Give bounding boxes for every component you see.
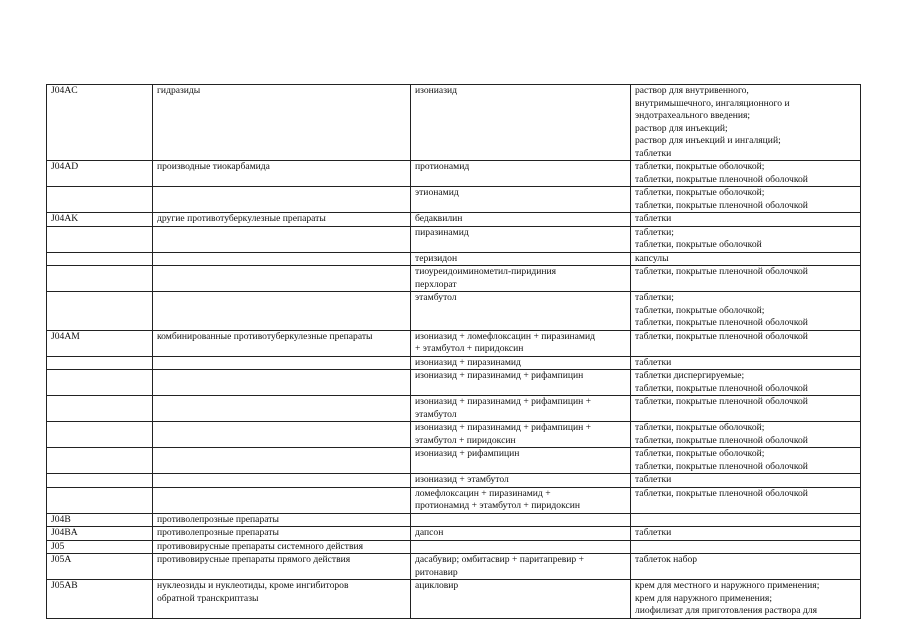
group-name-cell <box>153 226 411 252</box>
atc-code-cell <box>47 580 153 619</box>
cell-text-line: таблетки, покрытые оболочкой; <box>635 161 765 172</box>
table-row <box>47 226 861 252</box>
cell-text-line: таблетки, покрытые пленочной оболочкой <box>635 382 808 394</box>
cell-text-line: крем для наружного применения; <box>635 592 772 604</box>
dosage-form-cell <box>631 487 861 513</box>
cell-text-line: таблетки, покрытые оболочкой <box>635 239 762 250</box>
atc-code-cell <box>47 213 153 227</box>
drug-name-cell <box>411 213 631 227</box>
dosage-form-cell <box>631 580 861 619</box>
cell-text-line: таблетки, покрытые пленочной оболочкой <box>635 487 808 499</box>
table-row <box>47 540 861 554</box>
cell-text-line: противовирусные препараты системного действия <box>157 540 364 552</box>
cell-text-line <box>51 292 149 305</box>
cell-text-line: J05 <box>51 540 65 552</box>
drug-name-cell <box>411 226 631 252</box>
dosage-form-cell <box>631 474 861 488</box>
atc-code-cell <box>47 513 153 527</box>
cell-text-line: изониазид + пиразинамид <box>415 356 521 368</box>
cell-text-line: другие противотуберкулезные препараты <box>157 213 326 224</box>
group-name-cell <box>153 422 411 448</box>
atc-code-cell <box>47 330 153 356</box>
atc-code-cell <box>47 422 153 448</box>
cell-text-line: таблетки <box>635 474 672 485</box>
group-name-cell <box>153 487 411 513</box>
group-name-cell <box>153 554 411 580</box>
cell-text-line: крем для местного и наружного применения; <box>635 580 820 591</box>
dosage-form-cell <box>631 252 861 266</box>
cell-text-line: этамбутол + пиридоксин <box>415 434 516 446</box>
cell-text-line: лиофилизат для приготовления раствора для <box>635 605 817 616</box>
drug-name-cell <box>411 527 631 541</box>
group-name-cell <box>153 85 411 161</box>
cell-text-line: протионамид + этамбутол + пиридоксин <box>415 500 581 511</box>
cell-text-line: пиразинамид <box>415 226 469 238</box>
cell-text-line: таблетки, покрытые пленочной оболочкой <box>635 199 808 211</box>
table-row <box>47 527 861 541</box>
cell-text-line: таблетки <box>635 213 672 224</box>
atc-code-cell <box>47 396 153 422</box>
cell-text-line <box>51 357 149 370</box>
atc-code-cell <box>47 252 153 266</box>
cell-text-line: ломефлоксацин + пиразинамид + <box>415 487 551 499</box>
group-name-cell <box>153 540 411 554</box>
table-row <box>47 487 861 513</box>
cell-text-line: таблеток набор <box>635 554 698 565</box>
atc-code-cell <box>47 448 153 474</box>
table-row <box>47 252 861 266</box>
cell-text-line: таблетки, покрытые пленочной оболочкой <box>635 460 808 472</box>
cell-text-line: изониазид + пиразинамид + рифампицин + <box>415 422 592 433</box>
cell-text-line: J04AK <box>51 213 79 224</box>
cell-text-line: бедаквилин <box>415 213 463 224</box>
table-body <box>47 85 861 619</box>
group-name-cell <box>153 187 411 213</box>
dosage-form-cell <box>631 356 861 370</box>
table-row <box>47 422 861 448</box>
cell-text-line: дасабувир; омбитасвир + паритапревир + <box>415 554 585 565</box>
group-name-cell <box>153 527 411 541</box>
cell-text-line: таблетки, покрытые оболочкой; <box>635 304 765 316</box>
group-name-cell <box>153 292 411 331</box>
cell-text-line: таблетки, покрытые пленочной оболочкой <box>635 330 808 342</box>
cell-text-line: обратной транскриптазы <box>157 592 259 604</box>
dosage-form-cell <box>631 554 861 580</box>
dosage-form-cell <box>631 187 861 213</box>
atc-code-cell <box>47 226 153 252</box>
cell-text-line: нуклеозиды и нуклеотиды, кроме ингибиторов <box>157 580 349 591</box>
dosage-form-cell <box>631 513 861 527</box>
cell-text-line: производные тиокарбамида <box>157 161 270 172</box>
cell-text-line <box>51 227 149 240</box>
cell-text-line: J04BA <box>51 527 78 538</box>
cell-text-line: этионамид <box>415 187 459 198</box>
dosage-form-cell <box>631 396 861 422</box>
table-row <box>47 187 861 213</box>
cell-text-line: теризидон <box>415 252 458 264</box>
dosage-form-cell <box>631 161 861 187</box>
cell-text-line: раствор для внутривенного, <box>635 85 749 96</box>
drug-name-cell <box>411 487 631 513</box>
drug-name-cell <box>411 370 631 396</box>
cell-text-line: перхлорат <box>415 278 457 290</box>
drug-name-cell <box>411 540 631 554</box>
group-name-cell <box>153 330 411 356</box>
cell-text-line: изониазид <box>415 85 457 96</box>
atc-code-cell <box>47 85 153 161</box>
cell-text-line: J05AB <box>51 580 78 591</box>
group-name-cell <box>153 161 411 187</box>
cell-text-line: гидразиды <box>157 85 201 96</box>
cell-text-line: J04B <box>51 513 71 525</box>
cell-text-line: протионамид <box>415 161 470 172</box>
cell-text-line <box>51 422 149 435</box>
cell-text-line <box>51 266 149 279</box>
dosage-form-cell <box>631 330 861 356</box>
cell-text-line: изониазид + пиразинамид + рифампицин + <box>415 396 592 407</box>
table-row <box>47 554 861 580</box>
group-name-cell <box>153 396 411 422</box>
cell-text-line: таблетки; <box>635 226 674 238</box>
atc-code-cell <box>47 161 153 187</box>
atc-code-cell <box>47 292 153 331</box>
cell-text-line: противолепрозные препараты <box>157 513 279 525</box>
table-row <box>47 266 861 292</box>
dosage-form-cell <box>631 213 861 227</box>
dosage-form-cell <box>631 540 861 554</box>
cell-text-line: таблетки <box>635 356 672 368</box>
group-name-cell <box>153 474 411 488</box>
cell-text-line <box>51 253 149 266</box>
atc-code-cell <box>47 266 153 292</box>
dosage-form-cell <box>631 226 861 252</box>
atc-code-cell <box>47 554 153 580</box>
dosage-form-cell <box>631 266 861 292</box>
cell-text-line: ритонавир <box>415 566 458 578</box>
cell-text-line: J04AC <box>51 85 78 96</box>
atc-code-cell <box>47 540 153 554</box>
cell-text-line: таблетки, покрытые пленочной оболочкой <box>635 396 808 407</box>
drug-name-cell <box>411 356 631 370</box>
cell-text-line: таблетки, покрытые пленочной оболочкой <box>635 266 808 277</box>
cell-text-line: J04AD <box>51 161 79 172</box>
drug-name-cell <box>411 266 631 292</box>
table-row <box>47 474 861 488</box>
cell-text-line: эндотрахеального введения; <box>635 110 751 121</box>
dosage-form-cell <box>631 527 861 541</box>
table-row <box>47 161 861 187</box>
table-row <box>47 448 861 474</box>
group-name-cell <box>153 513 411 527</box>
cell-text-line: противолепрозные препараты <box>157 527 279 538</box>
drug-name-cell <box>411 513 631 527</box>
cell-text-line: таблетки, покрытые пленочной оболочкой <box>635 434 808 446</box>
cell-text-line: таблетки <box>635 527 672 538</box>
drug-classification-table <box>46 84 861 619</box>
group-name-cell <box>153 213 411 227</box>
dosage-form-cell <box>631 448 861 474</box>
cell-text-line: таблетки, покрытые оболочкой; <box>635 448 765 459</box>
cell-text-line: таблетки, покрытые оболочкой; <box>635 422 765 433</box>
cell-text-line: раствор для инъекций; <box>635 122 728 134</box>
cell-text-line: таблетки, покрытые пленочной оболочкой <box>635 317 808 328</box>
cell-text-line <box>51 474 149 487</box>
cell-text-line: + этамбутол + пиридоксин <box>415 343 524 354</box>
group-name-cell <box>153 370 411 396</box>
atc-code-cell <box>47 487 153 513</box>
drug-name-cell <box>411 448 631 474</box>
drug-name-cell <box>411 554 631 580</box>
table-row <box>47 330 861 356</box>
cell-text-line: изониазид + этамбутол <box>415 474 509 485</box>
dosage-form-cell <box>631 292 861 331</box>
drug-name-cell <box>411 187 631 213</box>
cell-text-line: этамбутол <box>415 292 457 303</box>
table-row <box>47 292 861 331</box>
drug-name-cell <box>411 474 631 488</box>
drug-name-cell <box>411 396 631 422</box>
cell-text-line: таблетки диспергируемые; <box>635 370 745 381</box>
atc-code-cell <box>47 474 153 488</box>
cell-text-line: комбинированные противотуберкулезные препараты <box>157 330 373 342</box>
table-row <box>47 513 861 527</box>
cell-text-line: изониазид + рифампицин <box>415 448 520 459</box>
table-row <box>47 396 861 422</box>
cell-text-line <box>51 448 149 461</box>
group-name-cell <box>153 356 411 370</box>
cell-text-line <box>51 370 149 383</box>
cell-text-line: таблетки; <box>635 292 674 303</box>
drug-name-cell <box>411 85 631 161</box>
group-name-cell <box>153 580 411 619</box>
table-row <box>47 85 861 161</box>
cell-text-line: таблетки <box>635 147 672 159</box>
cell-text-line: противовирусные препараты прямого действия <box>157 554 351 565</box>
cell-text-line: капсулы <box>635 252 669 264</box>
cell-text-line: таблетки, покрытые оболочкой; <box>635 187 765 198</box>
cell-text-line <box>51 488 149 501</box>
atc-code-cell <box>47 370 153 396</box>
cell-text-line: J05A <box>51 554 72 565</box>
cell-text-line: этамбутол <box>415 408 457 420</box>
cell-text-line: таблетки, покрытые пленочной оболочкой <box>635 173 808 185</box>
dosage-form-cell <box>631 85 861 161</box>
cell-text-line: тиоуреидоиминометил-пиридиния <box>415 266 557 277</box>
table-row <box>47 356 861 370</box>
group-name-cell <box>153 266 411 292</box>
table-row <box>47 370 861 396</box>
table-row <box>47 213 861 227</box>
drug-name-cell <box>411 161 631 187</box>
atc-code-cell <box>47 356 153 370</box>
table-row <box>47 580 861 619</box>
atc-code-cell <box>47 187 153 213</box>
group-name-cell <box>153 252 411 266</box>
cell-text-line: изониазид + пиразинамид + рифампицин <box>415 370 584 381</box>
group-name-cell <box>153 448 411 474</box>
cell-text-line <box>51 187 149 200</box>
drug-name-cell <box>411 252 631 266</box>
drug-name-cell <box>411 292 631 331</box>
dosage-form-cell <box>631 370 861 396</box>
drug-name-cell <box>411 422 631 448</box>
drug-name-cell <box>411 580 631 619</box>
atc-code-cell <box>47 527 153 541</box>
drug-name-cell <box>411 330 631 356</box>
cell-text-line: внутримышечного, ингаляционного и <box>635 97 790 109</box>
cell-text-line <box>51 396 149 409</box>
dosage-form-cell <box>631 422 861 448</box>
cell-text-line: дапсон <box>415 527 444 538</box>
cell-text-line: раствор для инъекций и ингаляций; <box>635 135 781 146</box>
cell-text-line: ацикловир <box>415 580 459 591</box>
cell-text-line: изониазид + ломефлоксацин + пиразинамид <box>415 330 596 342</box>
cell-text-line: J04AM <box>51 330 80 342</box>
